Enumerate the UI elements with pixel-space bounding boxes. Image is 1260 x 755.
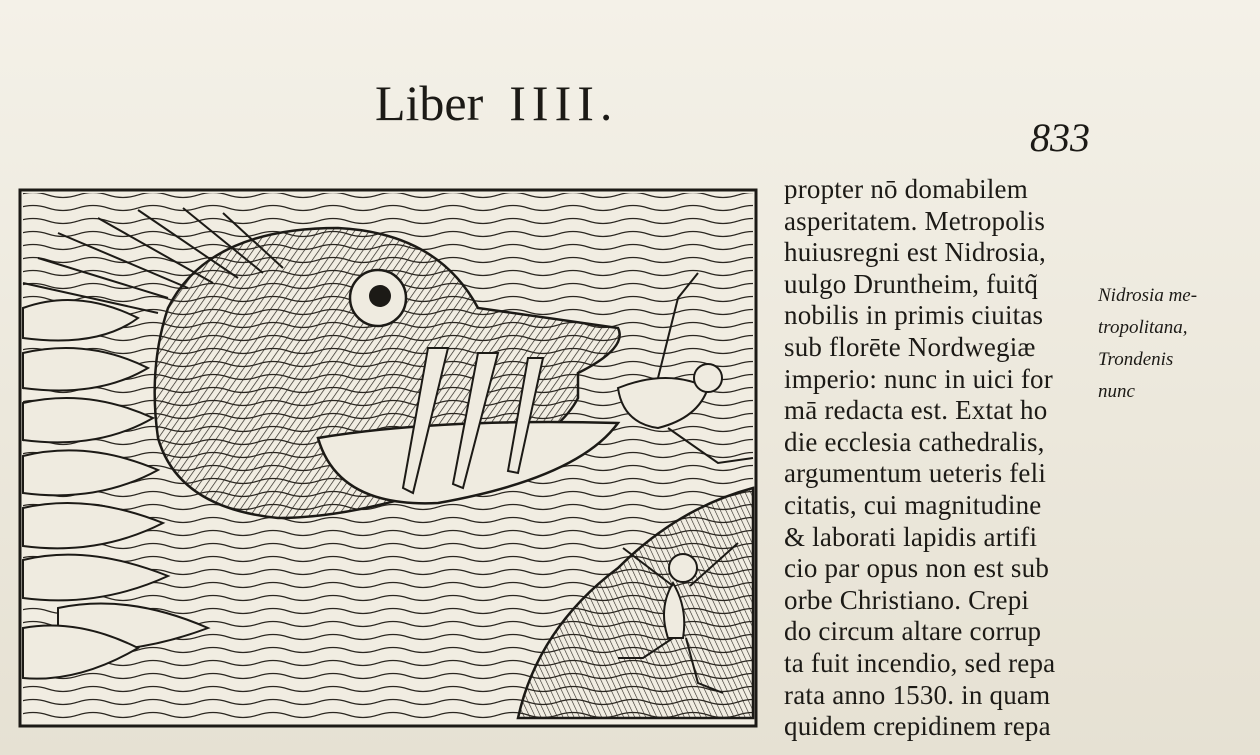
sea-monster-woodcut	[18, 188, 758, 728]
text-line: nobilis in primis ciuitas	[784, 300, 1044, 331]
text-line: rata anno 1530. in quam	[784, 679, 1051, 710]
text-line: asperitatem. Metropolis	[784, 205, 1046, 236]
text-line: citatis, cui magnitudine	[784, 489, 1042, 520]
marginal-note	[1098, 280, 1258, 408]
text-line: cio par opus non est sub	[784, 553, 1050, 584]
marginal-note-line: Trondenis	[1098, 349, 1174, 370]
text-line: uulgo Druntheim, fuitq̃	[784, 268, 1039, 299]
text-line: propter nō domabilem	[784, 174, 1028, 204]
text-line: orbe Christiano. Crepi	[784, 584, 1030, 615]
text-line: ta fuit incendio, sed repa	[784, 647, 1056, 678]
text-line: imperio: nunc in uici for	[784, 363, 1053, 394]
text-line: sub florēte Nordwegiæ	[784, 331, 1036, 362]
text-line: die ecclesia cathedralis,	[784, 426, 1045, 457]
running-head	[375, 75, 619, 131]
text-line: quidem crepidinem repa	[784, 711, 1051, 742]
marginal-note-line: Nidrosia me-	[1098, 285, 1198, 306]
text-column	[784, 174, 1094, 743]
text-line: huiusregni est Nidrosia,	[784, 237, 1047, 268]
running-head-title: Liber	[375, 75, 484, 131]
marginal-note-line: tropolitana,	[1098, 317, 1188, 338]
running-head-book-number: IIII.	[509, 75, 619, 131]
woodcut-illustration	[18, 188, 758, 728]
text-line: mā redacta est. Extat ho	[784, 395, 1048, 426]
text-line: argumentum ueteris feli	[784, 458, 1047, 489]
marginal-note-line: nunc	[1098, 381, 1135, 402]
text-line: & laborati lapidis artifi	[784, 521, 1038, 552]
text-line: do circum altare corrup	[784, 616, 1042, 647]
folio-number: 833	[1030, 115, 1090, 160]
